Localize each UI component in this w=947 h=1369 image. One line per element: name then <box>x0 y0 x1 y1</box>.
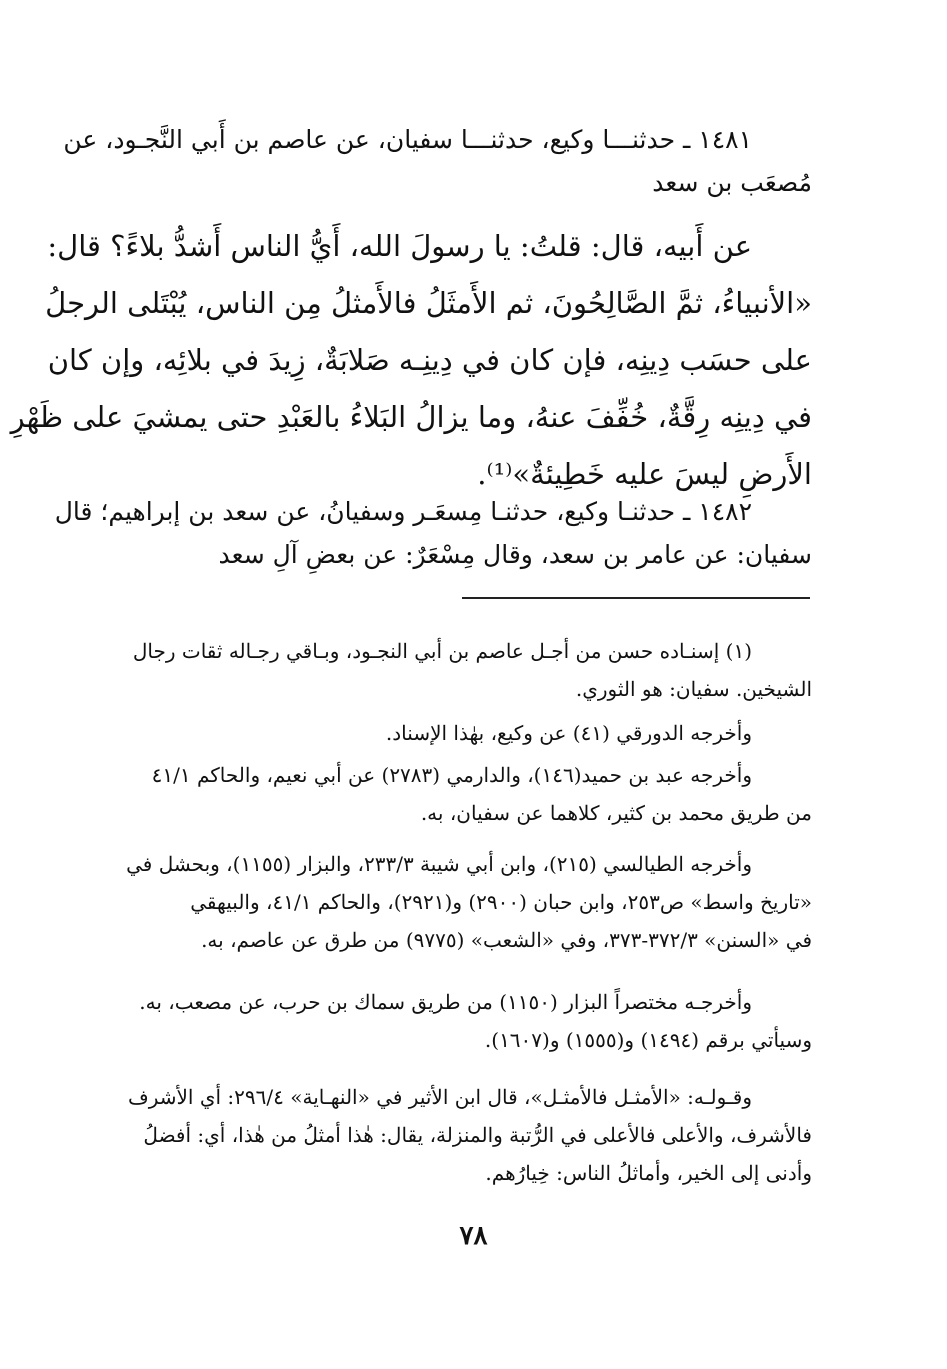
footnote-paragraph <box>110 983 812 1059</box>
hadith-1481-isnad <box>63 118 812 204</box>
footnote-paragraph <box>110 1078 812 1192</box>
text-line: وأخرجه عبد بن حميد(١٤٦)، والدارمي (٢٧٨٣) عن أبي نعيم، والحاكم ٤١/١ <box>151 763 752 787</box>
text-line: (١) إسنـاده حسن من أجـل عاصم بن أبي النجـود، وبـاقي رجـاله ثقات رجال <box>132 639 752 663</box>
text-line: «تاريخ واسط» ص٢٥٣، وابن حبان (٢٩٠٠) و(٢٩٢١)، والحاكم ٤١/١، والبيهقي <box>190 890 812 914</box>
text-line: على حسَب دِينِه، فإن كان في دِينِـه صَلابَةٌ، زِيدَ في بلائِه، وإن كان <box>47 343 812 377</box>
page-number: ٧٨ <box>459 1221 488 1251</box>
footnote-paragraph <box>110 845 812 959</box>
footnote-paragraph <box>110 756 812 832</box>
text-line: وسيأتي برقم (١٤٩٤) و(١٥٥٥) و(١٦٠٧). <box>484 1028 812 1052</box>
text-line: مُصعَب بن سعد <box>652 168 812 197</box>
text-line: في دِينِه رِقَّةٌ، خُفِّفَ عنهُ، وما يزالُ البَلاءُ بالعَبْدِ حتى يمشيَ على ظَهْرِ <box>10 400 812 434</box>
text-line: سفيان: عن عامر بن سعد، وقال مِسْعَرٌ: عن بعضِ آلِ سعد <box>218 540 812 569</box>
hadith-1482 <box>54 490 812 576</box>
footnote-1 <box>110 632 812 708</box>
footnote-paragraph <box>110 714 812 752</box>
text-line: الأَرضِ ليسَ عليه خَطِيئةٌ»⁽¹⁾. <box>477 457 812 491</box>
text-line: عن أَبيه، قال: قلتُ: يا رسولَ الله، أَيُّ الناس أَشدُّ بلاءً؟ قال: <box>47 229 752 263</box>
text-line: وأدنى إلى الخير، وأماثلُ الناس: خِيارُهم. <box>485 1161 812 1185</box>
text-line: في «السنن» ٣٧٢/٣-٣٧٣، وفي «الشعب» (٩٧٧٥) من طرق عن عاصم، به. <box>201 928 812 952</box>
text-line: وقـولـه: «الأمثـل فالأمثـل»، قال ابن الأثير في «النهـاية» ٢٩٦/٤: أي الأشرف <box>128 1085 752 1109</box>
footnote-divider <box>462 597 810 599</box>
text-line: من طريق محمد بن كثير، كلاهما عن سفيان، به. <box>420 801 812 825</box>
text-line: ١٤٨١ ـ حدثنـــا وكيع، حدثنـــا سفيان، عن عاصم بن أَبي النَّجـود، عن <box>63 125 752 154</box>
hadith-1481-matn <box>10 218 812 503</box>
text-line: «الأنبياءُ، ثمَّ الصَّالِحُونَ، ثم الأَمثَلُ فالأَمثلُ مِن الناس، يُبْتَلى الرجلُ <box>45 286 812 320</box>
text-line: وأخرجه الطيالسي (٢١٥)، وابن أبي شيبة ٢٣٣/٣، والبزار (١١٥٥)، وبحشل في <box>126 852 752 876</box>
text-line: فالأشرف، والأعلى فالأعلى في الرُّتبة والمنزلة، يقال: هٰذا أمثلُ من هٰذا، أي: أفضلُ <box>143 1123 812 1147</box>
text-line: الشيخين. سفيان: هو الثوري. <box>575 677 812 701</box>
text-line: وأخرجه الدورقي (٤١) عن وكيع، بهٰذا الإسناد. <box>385 721 752 745</box>
text-line: وأخرجـه مختصراً البزار (١١٥٠) من طريق سماك بن حرب، عن مصعب، به. <box>139 990 752 1014</box>
text-line: ١٤٨٢ ـ حدثنـا وكيع، حدثنـا مِسعَـر وسفيانُ، عن سعد بن إبراهيم؛ قال <box>54 497 752 526</box>
